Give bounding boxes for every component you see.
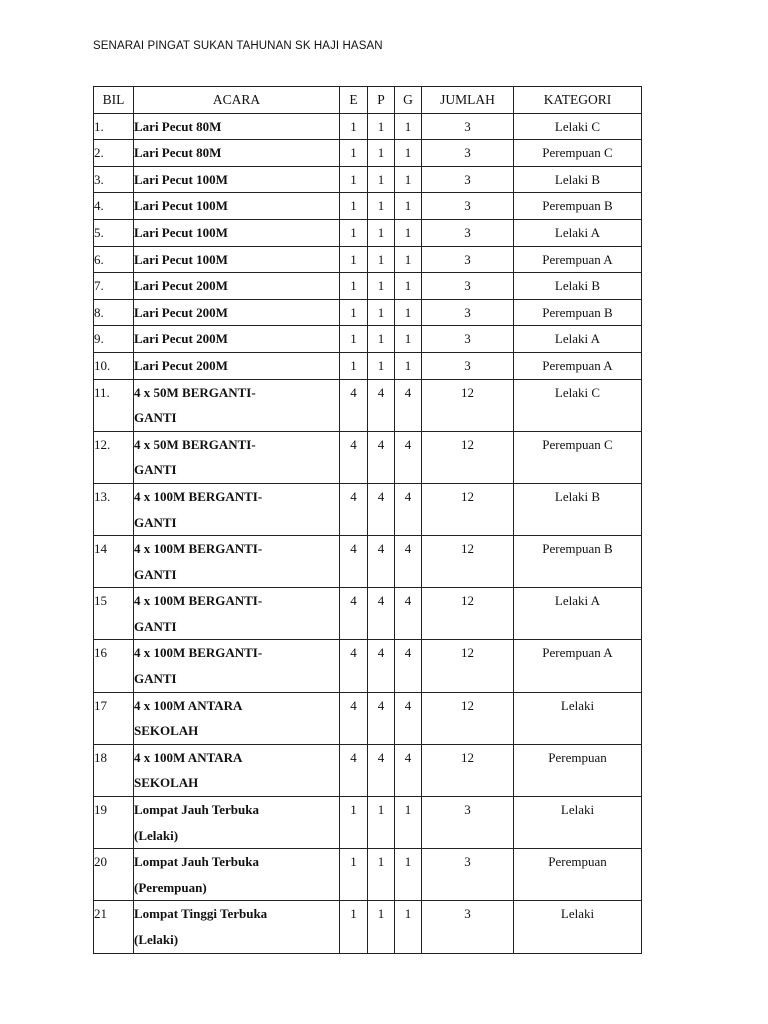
acara-line: Lari Pecut 100M — [134, 251, 228, 267]
cell-emas: 1 — [340, 299, 368, 326]
table-row — [94, 849, 642, 901]
cell-gangsa: 4 — [395, 744, 422, 796]
acara-line: SEKOLAH — [134, 775, 199, 791]
cell-kategori: Lelaki A — [514, 588, 642, 640]
cell-bil: 3. — [94, 166, 134, 193]
cell-perak: 1 — [368, 166, 395, 193]
cell-kategori: Perempuan A — [514, 246, 642, 273]
table-row — [94, 219, 642, 246]
header-p: P — [368, 87, 395, 114]
cell-perak: 4 — [368, 640, 395, 692]
table-row — [94, 901, 642, 953]
acara-line: GANTI — [134, 410, 177, 426]
cell-jumlah: 3 — [422, 797, 514, 849]
cell-jumlah: 3 — [422, 849, 514, 901]
cell-emas: 1 — [340, 219, 368, 246]
cell-perak: 1 — [368, 113, 395, 140]
cell-acara — [134, 166, 340, 193]
cell-jumlah: 12 — [422, 640, 514, 692]
cell-acara — [134, 692, 340, 744]
table-row — [94, 640, 642, 692]
acara-line: Lari Pecut 200M — [134, 357, 228, 373]
cell-acara — [134, 352, 340, 379]
cell-gangsa: 1 — [395, 299, 422, 326]
cell-bil: 7. — [94, 273, 134, 300]
cell-perak: 1 — [368, 299, 395, 326]
cell-kategori: Perempuan — [514, 744, 642, 796]
acara-line: Lari Pecut 100M — [134, 224, 228, 240]
cell-perak: 1 — [368, 140, 395, 167]
cell-acara — [134, 744, 340, 796]
acara-line: Lari Pecut 200M — [134, 278, 228, 294]
cell-kategori: Lelaki A — [514, 326, 642, 353]
cell-bil: 10. — [94, 352, 134, 379]
cell-jumlah: 3 — [422, 273, 514, 300]
table-row — [94, 246, 642, 273]
cell-acara — [134, 113, 340, 140]
cell-bil: 8. — [94, 299, 134, 326]
acara-line: Lari Pecut 200M — [134, 331, 228, 347]
document-title: SENARAI PINGAT SUKAN TAHUNAN SK HAJI HASAN — [93, 40, 383, 52]
table-row — [94, 299, 642, 326]
acara-line: Lari Pecut 100M — [134, 171, 228, 187]
cell-emas: 4 — [340, 431, 368, 483]
table-row — [94, 744, 642, 796]
cell-acara — [134, 246, 340, 273]
cell-kategori: Perempuan C — [514, 431, 642, 483]
cell-perak: 4 — [368, 744, 395, 796]
cell-emas: 1 — [340, 113, 368, 140]
cell-bil: 4. — [94, 193, 134, 220]
cell-kategori: Lelaki C — [514, 113, 642, 140]
acara-line: Lompat Tinggi Terbuka — [134, 906, 268, 922]
cell-perak: 1 — [368, 849, 395, 901]
acara-line: Lari Pecut 100M — [134, 198, 228, 214]
medal-table — [93, 86, 642, 954]
cell-acara — [134, 219, 340, 246]
acara-line: 4 x 100M ANTARA — [134, 749, 243, 765]
cell-perak: 1 — [368, 273, 395, 300]
cell-acara — [134, 140, 340, 167]
cell-perak: 1 — [368, 326, 395, 353]
cell-emas: 4 — [340, 744, 368, 796]
table-row — [94, 166, 642, 193]
cell-acara — [134, 797, 340, 849]
acara-line: Lompat Jauh Terbuka — [134, 802, 259, 818]
cell-bil: 9. — [94, 326, 134, 353]
acara-line: GANTI — [134, 671, 177, 687]
table-row — [94, 797, 642, 849]
cell-gangsa: 1 — [395, 246, 422, 273]
cell-perak: 4 — [368, 692, 395, 744]
cell-perak: 4 — [368, 536, 395, 588]
table-header-row — [94, 87, 642, 114]
cell-perak: 1 — [368, 219, 395, 246]
header-acara: ACARA — [134, 87, 340, 114]
table-row — [94, 140, 642, 167]
cell-jumlah: 12 — [422, 379, 514, 431]
cell-acara — [134, 849, 340, 901]
cell-perak: 4 — [368, 379, 395, 431]
acara-line: Lompat Jauh Terbuka — [134, 854, 259, 870]
cell-gangsa: 4 — [395, 536, 422, 588]
cell-acara — [134, 640, 340, 692]
acara-line: GANTI — [134, 618, 177, 634]
acara-line: 4 x 50M BERGANTI- — [134, 384, 256, 400]
acara-line: 4 x 100M ANTARA — [134, 697, 243, 713]
table-row — [94, 193, 642, 220]
cell-bil: 20 — [94, 849, 134, 901]
cell-acara — [134, 431, 340, 483]
cell-gangsa: 4 — [395, 588, 422, 640]
cell-emas: 1 — [340, 273, 368, 300]
cell-emas: 1 — [340, 797, 368, 849]
cell-kategori: Perempuan C — [514, 140, 642, 167]
cell-kategori: Lelaki — [514, 901, 642, 953]
cell-bil: 5. — [94, 219, 134, 246]
cell-gangsa: 4 — [395, 692, 422, 744]
cell-perak: 1 — [368, 193, 395, 220]
cell-acara — [134, 326, 340, 353]
header-bil: BIL — [94, 87, 134, 114]
table-row — [94, 379, 642, 431]
header-e: E — [340, 87, 368, 114]
table-row — [94, 483, 642, 535]
cell-perak: 4 — [368, 588, 395, 640]
cell-gangsa: 1 — [395, 140, 422, 167]
cell-bil: 16 — [94, 640, 134, 692]
acara-line: 4 x 100M BERGANTI- — [134, 645, 263, 661]
cell-kategori: Perempuan A — [514, 352, 642, 379]
cell-bil: 19 — [94, 797, 134, 849]
cell-acara — [134, 379, 340, 431]
table-row — [94, 588, 642, 640]
cell-jumlah: 3 — [422, 352, 514, 379]
cell-emas: 1 — [340, 901, 368, 953]
header-kategori: KATEGORI — [514, 87, 642, 114]
cell-gangsa: 1 — [395, 352, 422, 379]
cell-emas: 4 — [340, 483, 368, 535]
cell-gangsa: 1 — [395, 166, 422, 193]
cell-emas: 4 — [340, 640, 368, 692]
cell-emas: 4 — [340, 536, 368, 588]
cell-jumlah: 12 — [422, 588, 514, 640]
cell-bil: 18 — [94, 744, 134, 796]
cell-kategori: Perempuan A — [514, 640, 642, 692]
cell-jumlah: 3 — [422, 326, 514, 353]
cell-jumlah: 3 — [422, 901, 514, 953]
cell-kategori: Perempuan B — [514, 536, 642, 588]
cell-acara — [134, 193, 340, 220]
cell-kategori: Lelaki C — [514, 379, 642, 431]
cell-jumlah: 3 — [422, 140, 514, 167]
cell-perak: 1 — [368, 246, 395, 273]
acara-line: GANTI — [134, 514, 177, 530]
acara-line: 4 x 100M BERGANTI- — [134, 541, 263, 557]
cell-jumlah: 3 — [422, 246, 514, 273]
cell-perak: 1 — [368, 797, 395, 849]
cell-gangsa: 1 — [395, 219, 422, 246]
acara-line: 4 x 50M BERGANTI- — [134, 436, 256, 452]
table-row — [94, 113, 642, 140]
table-row — [94, 352, 642, 379]
cell-perak: 4 — [368, 483, 395, 535]
cell-jumlah: 12 — [422, 431, 514, 483]
cell-emas: 4 — [340, 379, 368, 431]
cell-emas: 1 — [340, 166, 368, 193]
acara-line: (Perempuan) — [134, 879, 207, 895]
cell-gangsa: 1 — [395, 113, 422, 140]
cell-emas: 4 — [340, 588, 368, 640]
cell-gangsa: 4 — [395, 379, 422, 431]
cell-acara — [134, 901, 340, 953]
acara-line: SEKOLAH — [134, 723, 199, 739]
cell-gangsa: 1 — [395, 326, 422, 353]
cell-acara — [134, 483, 340, 535]
acara-line: GANTI — [134, 462, 177, 478]
cell-acara — [134, 273, 340, 300]
cell-gangsa: 1 — [395, 797, 422, 849]
cell-emas: 1 — [340, 849, 368, 901]
cell-kategori: Lelaki — [514, 797, 642, 849]
table-row — [94, 273, 642, 300]
cell-gangsa: 1 — [395, 273, 422, 300]
cell-kategori: Lelaki B — [514, 166, 642, 193]
acara-line: (Lelaki) — [134, 827, 179, 843]
table-row — [94, 326, 642, 353]
cell-gangsa: 4 — [395, 483, 422, 535]
cell-gangsa: 4 — [395, 640, 422, 692]
cell-gangsa: 4 — [395, 431, 422, 483]
cell-bil: 15 — [94, 588, 134, 640]
cell-kategori: Lelaki B — [514, 483, 642, 535]
cell-kategori: Perempuan — [514, 849, 642, 901]
cell-emas: 4 — [340, 692, 368, 744]
cell-kategori: Perempuan B — [514, 299, 642, 326]
acara-line: GANTI — [134, 566, 177, 582]
cell-kategori: Lelaki A — [514, 219, 642, 246]
table-row — [94, 536, 642, 588]
acara-line: 4 x 100M BERGANTI- — [134, 593, 263, 609]
cell-emas: 1 — [340, 246, 368, 273]
cell-jumlah: 3 — [422, 299, 514, 326]
cell-bil: 12. — [94, 431, 134, 483]
cell-perak: 4 — [368, 431, 395, 483]
header-g: G — [395, 87, 422, 114]
table-row — [94, 692, 642, 744]
cell-acara — [134, 588, 340, 640]
cell-acara — [134, 299, 340, 326]
cell-bil: 11. — [94, 379, 134, 431]
cell-jumlah: 12 — [422, 692, 514, 744]
cell-gangsa: 1 — [395, 849, 422, 901]
cell-acara — [134, 536, 340, 588]
header-jumlah: JUMLAH — [422, 87, 514, 114]
acara-line: Lari Pecut 200M — [134, 304, 228, 320]
cell-jumlah: 3 — [422, 113, 514, 140]
cell-bil: 13. — [94, 483, 134, 535]
cell-emas: 1 — [340, 352, 368, 379]
acara-line: 4 x 100M BERGANTI- — [134, 488, 263, 504]
acara-line: Lari Pecut 80M — [134, 118, 222, 134]
cell-emas: 1 — [340, 326, 368, 353]
cell-gangsa: 1 — [395, 193, 422, 220]
cell-kategori: Perempuan B — [514, 193, 642, 220]
cell-jumlah: 12 — [422, 744, 514, 796]
cell-bil: 6. — [94, 246, 134, 273]
acara-line: Lari Pecut 80M — [134, 145, 222, 161]
cell-jumlah: 3 — [422, 193, 514, 220]
cell-bil: 21 — [94, 901, 134, 953]
cell-jumlah: 12 — [422, 536, 514, 588]
cell-emas: 1 — [340, 193, 368, 220]
cell-bil: 17 — [94, 692, 134, 744]
cell-perak: 1 — [368, 901, 395, 953]
cell-perak: 1 — [368, 352, 395, 379]
cell-kategori: Lelaki — [514, 692, 642, 744]
table-row — [94, 431, 642, 483]
cell-bil: 2. — [94, 140, 134, 167]
cell-gangsa: 1 — [395, 901, 422, 953]
cell-jumlah: 3 — [422, 219, 514, 246]
table-body — [94, 113, 642, 953]
cell-jumlah: 3 — [422, 166, 514, 193]
cell-emas: 1 — [340, 140, 368, 167]
cell-jumlah: 12 — [422, 483, 514, 535]
cell-bil: 1. — [94, 113, 134, 140]
acara-line: (Lelaki) — [134, 932, 179, 947]
cell-kategori: Lelaki B — [514, 273, 642, 300]
cell-bil: 14 — [94, 536, 134, 588]
